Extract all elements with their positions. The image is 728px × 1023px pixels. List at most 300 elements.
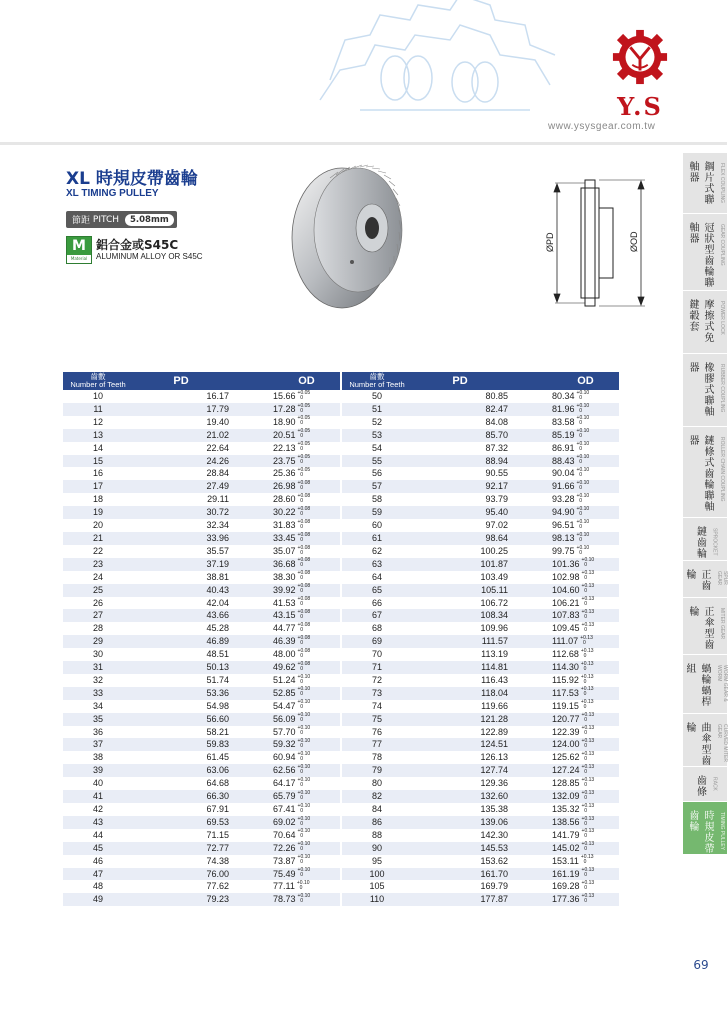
od-value: 153.11 [552, 855, 579, 866]
tol-plus: +0.08 [297, 647, 311, 654]
od-tolerance [582, 817, 595, 827]
pd-cell: 54.98 [206, 700, 229, 711]
tol-minus: 0 [580, 704, 587, 711]
sidebar-item-label-zh: 鏈條式齒輪聯軸器 [687, 435, 713, 512]
tol-plus: +0.13 [580, 660, 594, 667]
pitch-badge [66, 211, 177, 228]
od-value: 96.51 [552, 520, 575, 531]
teeth-cell: 36 [92, 726, 103, 737]
tol-plus: +0.13 [581, 789, 595, 796]
tol-plus: +0.08 [297, 557, 311, 564]
tol-minus: 0 [297, 484, 304, 491]
od-cell [512, 893, 619, 906]
od-tolerance [582, 610, 595, 620]
teeth-cell: 84 [371, 804, 382, 814]
sidebar-item-power-lock[interactable] [683, 290, 727, 353]
product-title-zh: XL 時規皮帶齒輪 [66, 169, 198, 189]
od-cell [512, 584, 619, 597]
table-row [63, 584, 340, 597]
od-tolerance [298, 765, 311, 775]
od-value: 104.60 [552, 584, 580, 595]
teeth-cell: 105 [369, 881, 385, 892]
pd-cell: 24.26 [133, 455, 233, 468]
table-row [63, 738, 340, 751]
tol-value: 0.13 [584, 738, 595, 745]
table-row [63, 532, 340, 545]
pd-cell: 56.60 [133, 713, 233, 726]
pd-cell: 106.72 [480, 597, 508, 608]
material-icon [66, 236, 92, 264]
pd-cell: 108.34 [412, 609, 512, 622]
tol-minus: 0 [297, 614, 304, 621]
table-row [342, 597, 619, 610]
tol-minus: 0 [297, 626, 304, 633]
teeth-cell: 62 [371, 545, 382, 556]
tol-minus: 0 [297, 730, 304, 737]
pd-cell: 122.89 [480, 726, 508, 737]
table-row [342, 700, 619, 713]
od-tolerance [298, 404, 311, 414]
od-cell [233, 816, 340, 829]
tol-minus: 0 [297, 691, 304, 698]
od-cell [512, 713, 619, 726]
pd-cell: 80.85 [485, 391, 508, 401]
tol-plus: +0.08 [297, 479, 311, 486]
od-value: 46.39 [273, 636, 296, 647]
table-row [63, 855, 340, 868]
teeth-cell: 69 [342, 635, 412, 648]
sidebar-item-sprocket[interactable] [683, 517, 727, 560]
od-cell [512, 571, 619, 584]
pitch-label-en: PITCH [92, 214, 119, 225]
tol-plus: +0.13 [581, 621, 595, 628]
table-row [63, 803, 340, 816]
od-tolerance [581, 700, 594, 710]
teeth-cell: 90 [342, 842, 412, 855]
od-value: 70.64 [273, 829, 296, 840]
table-row [342, 584, 619, 597]
table-row [63, 687, 340, 700]
sidebar-item-roller-chain-coupling[interactable] [683, 426, 727, 517]
tol-minus: 0 [581, 807, 588, 814]
od-tolerance [298, 791, 311, 801]
od-tolerance [581, 855, 594, 865]
od-tolerance [581, 649, 594, 659]
od-value: 38.30 [273, 571, 296, 582]
tol-plus: +0.10 [297, 776, 311, 783]
table-row [342, 713, 619, 726]
pd-cell: 21.02 [133, 429, 233, 442]
sidebar-item-label-zh: 齒條 [694, 775, 706, 797]
sidebar-item-gear-coupling[interactable] [683, 213, 727, 290]
teeth-cell: 34 [92, 700, 103, 711]
pd-cell: 37.19 [133, 558, 233, 571]
od-tolerance [298, 855, 311, 865]
teeth-cell: 82 [342, 790, 412, 803]
od-value: 98.13 [552, 532, 575, 543]
od-tolerance [577, 546, 590, 556]
website-url[interactable]: www.ysysgear.com.tw [548, 121, 656, 132]
pd-cell: 19.40 [206, 416, 229, 427]
od-value: 25.36 [273, 468, 296, 479]
od-tolerance [298, 662, 311, 672]
tol-value: 0.05 [300, 428, 311, 435]
teeth-cell: 42 [92, 804, 103, 814]
header-teeth-en: Number of Teeth [70, 380, 126, 389]
od-value: 111.07 [552, 636, 579, 647]
pd-cell: 87.32 [485, 442, 508, 453]
teeth-cell: 15 [63, 455, 133, 468]
tol-plus: +0.10 [576, 428, 590, 435]
header-pd: PD [412, 372, 512, 390]
table-row [63, 829, 340, 842]
teeth-cell: 68 [371, 623, 382, 634]
sidebar-item-worm-gear-worm[interactable] [683, 654, 727, 713]
tol-value: 0.10 [579, 467, 590, 474]
table-row [63, 777, 340, 790]
od-cell [512, 803, 619, 816]
od-cell [512, 558, 619, 571]
pd-cell: 129.36 [480, 778, 508, 789]
pd-cell: 145.53 [412, 842, 512, 855]
od-value: 77.11 [273, 881, 295, 892]
pd-cell: 63.06 [133, 764, 233, 777]
tol-plus: +0.10 [576, 467, 590, 474]
tol-minus: 0 [581, 626, 588, 633]
pd-cell: 58.21 [206, 726, 229, 737]
pd-cell: 139.06 [412, 816, 512, 829]
pd-cell: 29.11 [207, 494, 229, 505]
table-row [342, 816, 619, 829]
tol-minus: 0 [297, 639, 304, 646]
table-row [342, 661, 619, 674]
tol-value: 0.10 [579, 454, 590, 461]
teeth-cell: 50 [371, 391, 382, 401]
teeth-cell: 79 [342, 764, 412, 777]
sidebar-item-miter-gear[interactable] [683, 597, 727, 654]
tol-value: 0.10 [584, 557, 595, 564]
od-value: 65.79 [273, 791, 296, 802]
teeth-cell: 54 [371, 442, 382, 453]
teeth-cell: 35 [63, 713, 133, 726]
pd-cell: 92.17 [412, 480, 512, 493]
tol-minus: 0 [297, 549, 304, 556]
table-row [342, 609, 619, 622]
od-value: 33.45 [273, 532, 296, 543]
table-header-row [63, 372, 340, 390]
tol-plus: +0.13 [581, 815, 595, 822]
od-cell [512, 738, 619, 751]
od-value: 141.79 [552, 829, 580, 840]
table-row [63, 868, 340, 881]
pd-cell: 105.11 [412, 584, 512, 597]
table-row [63, 442, 340, 455]
tol-minus: 0 [581, 614, 588, 621]
tol-value: 0.10 [300, 738, 311, 745]
brand-name: Y.S [617, 92, 663, 121]
tol-plus: +0.13 [581, 802, 595, 809]
pd-cell: 59.83 [133, 738, 233, 751]
tol-minus: 0 [297, 872, 304, 879]
teeth-cell: 70 [371, 649, 382, 660]
tol-plus: +0.13 [581, 738, 595, 745]
tol-value: 0.13 [584, 751, 595, 757]
tol-plus: +0.13 [581, 583, 595, 590]
od-cell [512, 777, 619, 790]
tol-value: 0.13 [584, 621, 595, 628]
material-badge-label: Material [70, 256, 88, 261]
pd-cell: 46.89 [133, 635, 233, 648]
tol-plus: +0.10 [297, 686, 311, 693]
teeth-cell: 12 [92, 416, 103, 427]
tol-minus: 0 [297, 523, 304, 530]
od-tolerance [581, 675, 594, 685]
teeth-cell: 19 [63, 506, 133, 519]
od-tolerance [298, 584, 311, 594]
od-cell [233, 700, 340, 713]
sidebar-item-flex-coupling[interactable] [683, 152, 727, 213]
tol-plus: +0.10 [576, 531, 590, 538]
tol-value: 0.13 [584, 802, 595, 809]
tol-plus: +0.08 [297, 660, 311, 667]
tol-value: 0.08 [300, 596, 311, 603]
od-cell [233, 609, 340, 622]
table-row [63, 713, 340, 726]
header-od: OD [233, 372, 340, 390]
sidebar-item-label-zh: 鏈齒輪 [694, 526, 706, 559]
tol-value: 0.13 [583, 660, 594, 667]
od-value: 59.32 [273, 739, 296, 750]
od-cell [233, 442, 340, 455]
od-tolerance [298, 842, 311, 852]
table-row [63, 635, 340, 648]
tol-plus: +0.10 [297, 828, 311, 835]
teeth-cell: 11 [63, 403, 133, 416]
teeth-cell: 30 [92, 649, 103, 660]
od-cell [233, 584, 340, 597]
od-cell [233, 764, 340, 777]
od-tolerance [577, 404, 590, 414]
sidebar-item-timing-pulley[interactable] [683, 801, 727, 854]
table-row [63, 597, 340, 610]
tol-minus: 0 [576, 446, 583, 453]
tol-value: 0.08 [300, 531, 311, 538]
tol-value: 0.10 [579, 544, 590, 551]
tol-plus: +0.10 [576, 505, 590, 512]
od-cell [512, 506, 619, 519]
teeth-cell: 71 [342, 661, 412, 674]
tol-minus: 0 [581, 768, 588, 775]
tol-plus: +0.08 [297, 570, 311, 577]
tol-minus: 0 [581, 897, 588, 904]
od-tolerance [582, 713, 595, 723]
pd-cell: 114.81 [412, 661, 512, 674]
pd-cell: 28.84 [206, 468, 229, 479]
od-tolerance [581, 662, 594, 672]
table-row [342, 622, 619, 635]
table-row [63, 842, 340, 855]
product-title-en: XL TIMING PULLEY [66, 188, 159, 199]
od-cell [512, 880, 619, 893]
pd-cell: 98.64 [412, 532, 512, 545]
od-tolerance [582, 765, 595, 775]
od-tolerance [298, 533, 311, 543]
tol-value: 0.10 [300, 854, 311, 861]
table-row [63, 880, 340, 893]
pd-cell: 124.51 [412, 738, 512, 751]
pd-cell: 169.79 [480, 881, 508, 892]
od-value: 90.04 [552, 468, 575, 479]
od-cell [512, 764, 619, 777]
od-tolerance [298, 894, 311, 904]
tol-plus: +0.08 [297, 621, 311, 628]
od-tolerance [298, 546, 311, 556]
tol-minus: 0 [581, 588, 588, 595]
od-cell [512, 674, 619, 687]
od-value: 145.02 [552, 842, 580, 853]
teeth-cell: 56 [371, 468, 382, 479]
teeth-cell: 13 [63, 429, 133, 442]
od-cell [233, 648, 340, 661]
od-value: 39.92 [273, 584, 296, 595]
pd-cell: 42.04 [206, 597, 229, 608]
tol-plus: +0.05 [297, 402, 311, 409]
table-row [342, 480, 619, 493]
tol-minus: 0 [297, 575, 304, 582]
sidebar-item-curved-miter-gear[interactable] [683, 713, 727, 766]
tol-value: 0.10 [579, 518, 590, 525]
od-cell [233, 893, 340, 906]
pd-cell: 61.45 [206, 752, 229, 763]
tol-plus: +0.08 [297, 634, 311, 641]
header-teeth-zh: 齒數 [90, 372, 106, 381]
pd-cell: 101.87 [412, 558, 512, 571]
od-tolerance [298, 597, 311, 607]
header-od: OD [512, 372, 619, 390]
sidebar-item-rack[interactable] [683, 766, 727, 801]
sidebar-item-label-zh: 橡膠式聯軸器 [687, 362, 713, 417]
od-cell [233, 868, 340, 881]
tol-minus: 0 [297, 510, 304, 517]
od-value: 51.24 [273, 674, 296, 685]
od-tolerance [298, 649, 311, 659]
od-tolerance [298, 391, 311, 401]
tol-value: 0.10 [579, 389, 590, 396]
spec-table-left [63, 372, 340, 906]
tol-minus: 0 [581, 562, 588, 569]
table-row [342, 429, 619, 442]
tol-value: 0.13 [584, 712, 595, 719]
od-tolerance [582, 597, 595, 607]
od-cell [233, 855, 340, 868]
tol-plus: +0.13 [581, 776, 595, 783]
tol-plus: +0.10 [297, 854, 311, 861]
teeth-cell: 37 [63, 738, 133, 751]
od-value: 20.51 [273, 429, 296, 440]
tol-minus: 0 [580, 652, 587, 659]
od-value: 23.75 [273, 455, 296, 466]
od-cell [512, 609, 619, 622]
tol-plus: +0.08 [297, 518, 311, 525]
tol-minus: 0 [297, 794, 304, 801]
od-value: 31.83 [273, 520, 296, 531]
od-cell [233, 506, 340, 519]
od-value: 169.28 [552, 881, 580, 892]
tol-minus: 0 [581, 872, 588, 879]
tol-minus: 0 [580, 665, 587, 672]
teeth-cell: 14 [92, 442, 103, 453]
od-value: 127.24 [552, 765, 580, 776]
teeth-cell: 31 [63, 661, 133, 674]
od-cell [512, 493, 619, 506]
table-row [342, 648, 619, 661]
pd-cell: 109.96 [480, 623, 508, 634]
table-row [342, 416, 619, 429]
tol-value: 0.10 [300, 673, 311, 680]
sidebar-item-rubber-coupling[interactable] [683, 353, 727, 426]
od-cell [233, 713, 340, 726]
tol-minus: 0 [580, 859, 587, 866]
sidebar-item-label-zh: 蝸輪蝸桿組 [684, 663, 710, 707]
tol-plus: +0.08 [297, 492, 311, 499]
tol-minus: 0 [297, 846, 304, 853]
tol-plus: +0.10 [576, 544, 590, 551]
od-cell [233, 880, 340, 893]
teeth-cell: 20 [92, 520, 103, 531]
tol-plus: +0.10 [297, 712, 311, 719]
tol-minus: 0 [581, 756, 588, 762]
od-value: 161.19 [552, 868, 580, 879]
od-tolerance [298, 829, 311, 839]
tol-plus: +0.13 [580, 673, 594, 680]
od-value: 117.53 [552, 687, 579, 698]
od-tolerance [582, 558, 595, 568]
pd-cell: 38.81 [206, 571, 229, 582]
tol-value: 0.13 [584, 596, 595, 603]
tol-minus: 0 [297, 588, 304, 595]
od-value: 52.85 [273, 687, 296, 698]
tol-minus: 0 [581, 781, 588, 788]
table-row [63, 403, 340, 416]
pd-cell: 111.57 [412, 635, 512, 648]
tol-value: 0.05 [300, 467, 311, 474]
pd-cell: 22.64 [206, 442, 229, 453]
od-value: 15.66 [273, 391, 296, 401]
tol-minus: 0 [576, 433, 583, 440]
od-cell [512, 726, 619, 739]
pd-cell: 142.30 [480, 829, 508, 840]
od-cell [233, 545, 340, 558]
tol-value: 0.13 [584, 789, 595, 796]
tol-minus: 0 [297, 820, 304, 827]
pulley-dimension-drawing [545, 178, 655, 308]
table-header-row [342, 372, 619, 390]
od-tolerance [298, 739, 311, 749]
od-cell [233, 558, 340, 571]
tol-plus: +0.10 [297, 725, 311, 732]
sidebar-item-spur-gear[interactable] [683, 560, 727, 597]
tol-minus: 0 [581, 833, 588, 840]
table-row [342, 493, 619, 506]
pd-cell: 121.28 [412, 713, 512, 726]
tol-minus: 0 [581, 601, 588, 608]
od-tolerance [298, 442, 311, 452]
od-value: 73.87 [273, 855, 296, 866]
tol-minus: 0 [297, 562, 304, 569]
sidebar-item-label-zh: 鋼片式聯軸器 [687, 161, 713, 205]
od-cell [512, 751, 619, 764]
tol-value: 0.05 [300, 415, 311, 422]
